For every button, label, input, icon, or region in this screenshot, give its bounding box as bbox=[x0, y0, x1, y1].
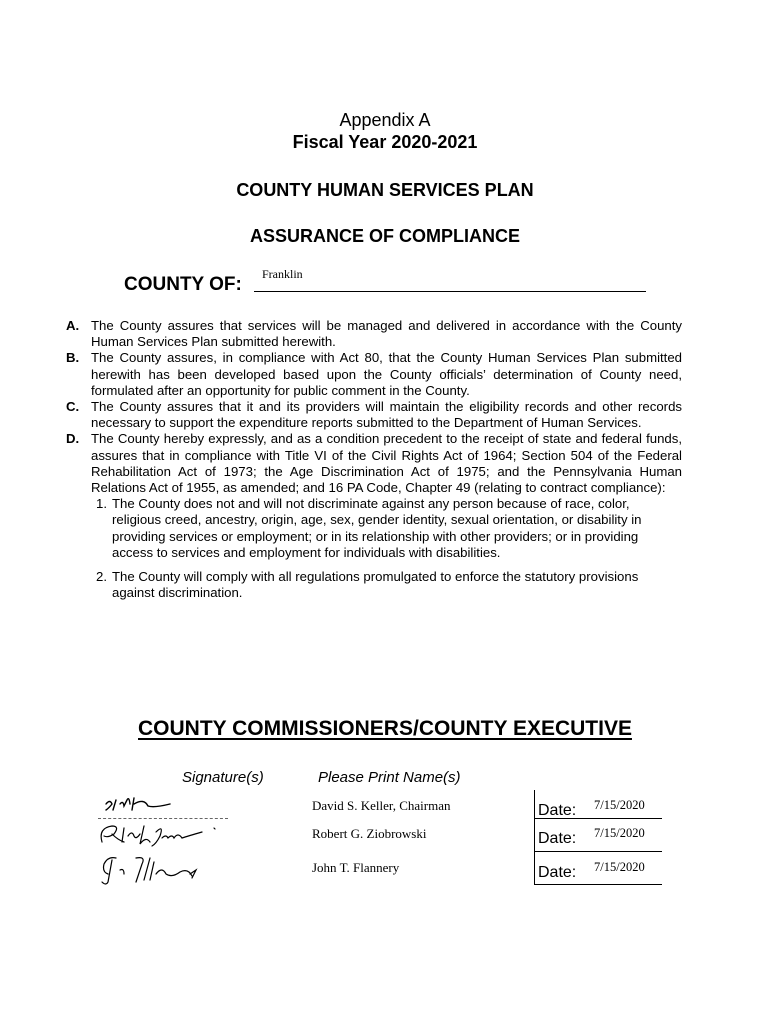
clause-text: The County assures that services will be managed and delivered in accordance with the County Human Services Plan submitted herewith. bbox=[91, 318, 682, 350]
plan-title: COUNTY HUMAN SERVICES PLAN bbox=[236, 180, 534, 200]
date-value: 7/15/2020 bbox=[594, 826, 645, 840]
clause-a bbox=[66, 318, 682, 350]
clause-c bbox=[66, 399, 682, 431]
subclause-number: 1. bbox=[96, 496, 107, 512]
county-value: Franklin bbox=[262, 267, 303, 281]
appendix-label: Appendix A bbox=[339, 110, 431, 130]
date-row-divider bbox=[534, 884, 662, 885]
commissioners-heading: COUNTY COMMISSIONERS/COUNTY EXECUTIVE bbox=[138, 717, 632, 740]
clause-text: The County assures that it and its providers will maintain the eligibility records and other records necessary to support the expenditure reports submitted to the Department of Human Services. bbox=[91, 399, 682, 431]
handwritten-signature bbox=[90, 852, 230, 886]
handwritten-signature bbox=[90, 790, 200, 818]
signature-row bbox=[90, 818, 662, 846]
signature-column-header: Signature(s) bbox=[182, 769, 264, 786]
county-label: COUNTY OF: bbox=[124, 274, 242, 295]
clause-text: The County hereby expressly, and as a condition precedent to the receipt of state and federal funds, assures that in compliance with Title VI of the Civil Rights Act of 1964; Section 504 of the Federal Rehabilitation Act of 1973; the Age Discrimination Act of 1975; and the Pennsylvania Human Relations Act of 1955, as amended; and 16 PA Code, Chapter 49 (relating to contract compliance): bbox=[91, 431, 682, 496]
subclause-1 bbox=[66, 496, 682, 561]
signature-row bbox=[90, 790, 662, 818]
clause-letter: C. bbox=[66, 399, 80, 415]
handwritten-signature bbox=[90, 818, 240, 852]
printed-name: David S. Keller, Chairman bbox=[312, 798, 451, 813]
clause-b bbox=[66, 350, 682, 399]
assurance-title: ASSURANCE OF COMPLIANCE bbox=[249, 226, 520, 246]
signature-row bbox=[90, 852, 662, 880]
date-label: Date: bbox=[538, 830, 577, 847]
county-field bbox=[124, 264, 648, 296]
date-label: Date: bbox=[538, 864, 577, 881]
assurance-clauses bbox=[66, 318, 682, 601]
county-underline bbox=[254, 291, 646, 292]
printed-name: John T. Flannery bbox=[312, 860, 400, 875]
subclause-text: The County does not and will not discriminate against any person because of race, color, religious creed, ancestry, origin, age, sex, gender identity, sexual orientation, or disability in providing services or employment; or in its relationship with other providers; or in providing access to services and employment for individuals with disabilities. bbox=[112, 496, 642, 560]
subclause-number: 2. bbox=[96, 569, 107, 585]
clause-text: The County assures, in compliance with Act 80, that the County Human Services Plan submitted herewith has been developed based upon the County officials’ determination of County need, formulated after an opportunity for public comment in the County. bbox=[91, 350, 682, 398]
printed-name: Robert G. Ziobrowski bbox=[312, 826, 427, 841]
clause-letter: B. bbox=[66, 350, 80, 366]
subclause-text: The County will comply with all regulations promulgated to enforce the statutory provisions against discrimination. bbox=[112, 569, 639, 601]
date-value: 7/15/2020 bbox=[594, 798, 645, 812]
date-label: Date: bbox=[538, 802, 577, 819]
fiscal-year-title: Fiscal Year 2020-2021 bbox=[292, 132, 478, 152]
clause-d bbox=[66, 431, 682, 496]
date-value: 7/15/2020 bbox=[594, 860, 645, 874]
clause-letter: D. bbox=[66, 431, 80, 447]
clause-letter: A. bbox=[66, 318, 80, 333]
name-column-header: Please Print Name(s) bbox=[318, 769, 461, 786]
subclause-2 bbox=[66, 569, 682, 601]
